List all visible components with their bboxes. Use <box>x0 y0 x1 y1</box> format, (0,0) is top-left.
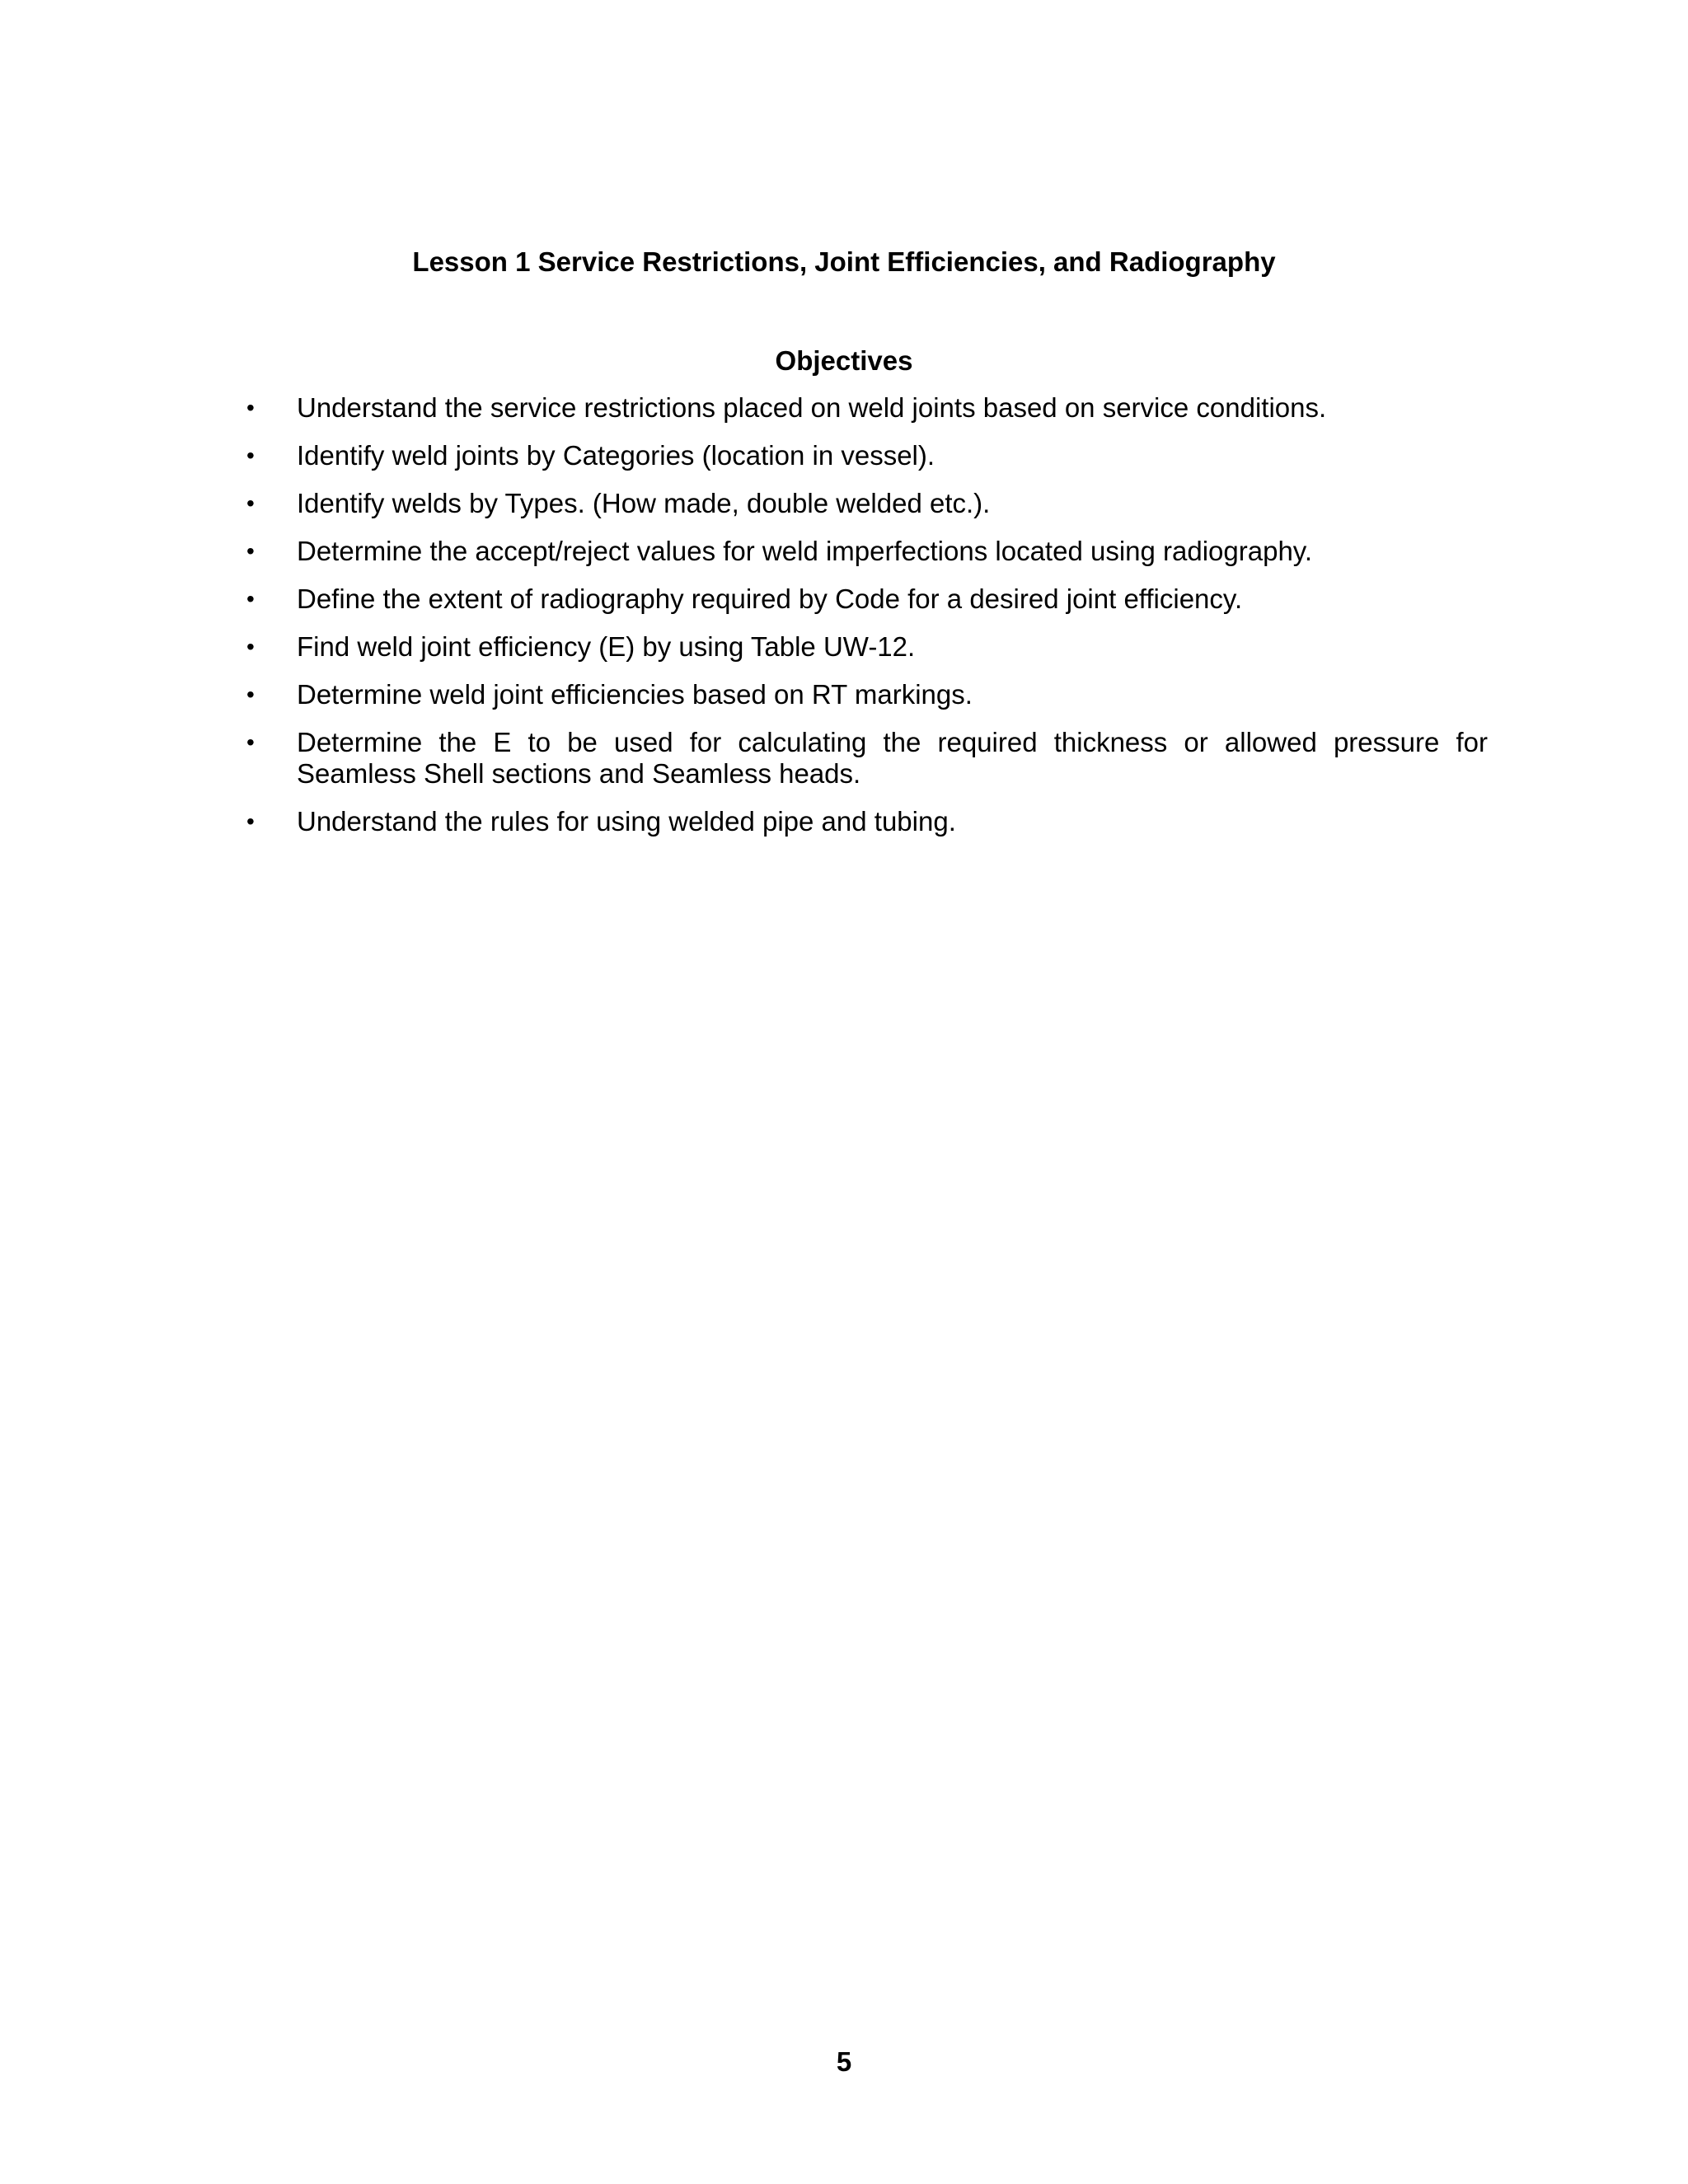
bullet-icon: • <box>246 443 255 468</box>
objective-item <box>243 806 1488 837</box>
objective-item <box>243 679 1488 710</box>
objectives-heading: Objectives <box>775 345 913 376</box>
objective-text: Determine the E to be used for calculating the required thickness or allowed pressure for Seamless Shell sections and Seamless heads. <box>297 727 1488 789</box>
bullet-icon: • <box>246 729 255 755</box>
bullet-icon: • <box>246 682 255 707</box>
objective-item <box>243 440 1488 471</box>
page-number: 5 <box>836 2046 852 2077</box>
objective-item <box>243 536 1488 567</box>
objective-text: Identify weld joints by Categories (location in vessel). <box>297 440 935 471</box>
objective-item <box>243 727 1488 790</box>
objective-item <box>243 392 1488 424</box>
objective-item <box>243 488 1488 519</box>
bullet-icon: • <box>246 490 255 516</box>
objectives-list <box>243 392 1488 854</box>
bullet-icon: • <box>246 586 255 612</box>
objective-item <box>243 583 1488 615</box>
objective-text: Find weld joint efficiency (E) by using Table UW-12. <box>297 631 916 662</box>
bullet-icon: • <box>246 808 255 834</box>
objective-text: Determine the accept/reject values for weld imperfections located using radiography. <box>297 536 1313 566</box>
objective-text: Determine weld joint efficiencies based on RT markings. <box>297 679 973 710</box>
objective-text: Identify welds by Types. (How made, double welded etc.). <box>297 488 991 518</box>
objective-item <box>243 631 1488 663</box>
bullet-icon: • <box>246 538 255 564</box>
objective-text: Understand the service restrictions placed on weld joints based on service conditions. <box>297 392 1327 423</box>
objective-text: Define the extent of radiography required by Code for a desired joint efficiency. <box>297 583 1243 614</box>
lesson-title: Lesson 1 Service Restrictions, Joint Efficiencies, and Radiography <box>412 246 1276 277</box>
bullet-icon: • <box>246 634 255 659</box>
objective-text: Understand the rules for using welded pipe and tubing. <box>297 806 956 837</box>
bullet-icon: • <box>246 395 255 420</box>
